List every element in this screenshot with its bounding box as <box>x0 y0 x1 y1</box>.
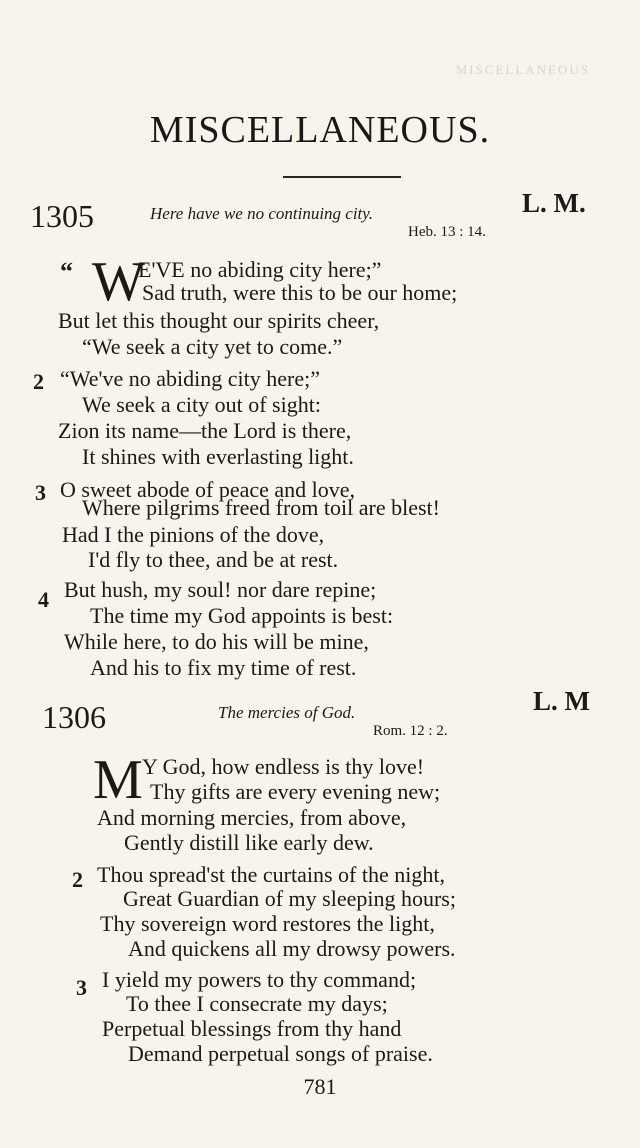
verse-line: Gently distill like early dew. <box>124 830 374 855</box>
verse-line: And quickens all my drowsy powers. <box>128 936 456 961</box>
hymn-meter: L. M <box>533 686 590 716</box>
verse-line: Thy gifts are every evening new; <box>150 779 441 804</box>
verse-line: The time my God appoints is best: <box>90 603 394 628</box>
verse-line: Y God, how endless is thy love! <box>142 754 425 779</box>
hymn-meter: L. M. <box>522 188 586 218</box>
verse-line: And his to fix my time of rest. <box>90 655 357 680</box>
scripture-reference: Heb. 13 : 14. <box>408 224 486 240</box>
verse-line: I'd fly to thee, and be at rest. <box>88 547 339 572</box>
hymn-number: 1305 <box>30 198 94 234</box>
verse-number: 2 <box>33 369 44 394</box>
verse-line: Thy sovereign word restores the light, <box>100 911 435 936</box>
verse-line: To thee I consecrate my days; <box>126 991 388 1016</box>
hymn-subject: The mercies of God. <box>218 703 356 722</box>
title-rule <box>283 176 401 178</box>
verse-number: 2 <box>72 867 83 892</box>
verse-number: 3 <box>35 480 46 505</box>
page-number: 781 <box>303 1074 337 1099</box>
page-title: MISCELLANEOUS. <box>149 109 491 151</box>
verse-line: Had I the pinions of the dove, <box>62 522 325 547</box>
verse-line: O sweet abode of peace and love, <box>60 477 356 502</box>
verse-line: Zion its name—the Lord is there, <box>58 418 352 443</box>
verse-line: E'VE no abiding city here;” <box>138 257 382 282</box>
verse-line: Great Guardian of my sleeping hours; <box>123 886 456 911</box>
verse-line: It shines with everlasting light. <box>82 444 354 469</box>
verse-line: While here, to do his will be mine, <box>64 629 369 654</box>
verse-line: But let this thought our spirits cheer, <box>58 308 380 333</box>
verse-line: I yield my powers to thy command; <box>102 967 417 992</box>
verse-number: 4 <box>38 587 49 612</box>
verse-line: Sad truth, were this to be our home; <box>142 280 458 305</box>
verse-line: We seek a city out of sight: <box>82 392 321 417</box>
verse-line: “We've no abiding city here;” <box>60 366 320 391</box>
drop-cap: W <box>92 251 145 313</box>
verse-line: Perpetual blessings from thy hand <box>102 1016 402 1041</box>
verse-line: “We seek a city yet to come.” <box>82 334 343 359</box>
verse-line: Demand perpetual songs of praise. <box>128 1041 433 1066</box>
verse-line: Thou spread'st the curtains of the night, <box>97 862 445 887</box>
verse-line: But hush, my soul! nor dare repine; <box>64 577 377 602</box>
opening-quote: “ <box>60 257 75 286</box>
faint-running-head: MISCELLANEOUS <box>455 62 590 77</box>
verse-line: Where pilgrims freed from toil are blest! <box>82 495 440 520</box>
drop-cap: M <box>93 749 143 811</box>
scripture-reference: Rom. 12 : 2. <box>373 723 448 739</box>
verse-line: And morning mercies, from above, <box>97 805 407 830</box>
hymn-number: 1306 <box>42 699 106 735</box>
hymn-subject: Here have we no continuing city. <box>150 204 374 223</box>
verse-number: 3 <box>76 975 87 1000</box>
